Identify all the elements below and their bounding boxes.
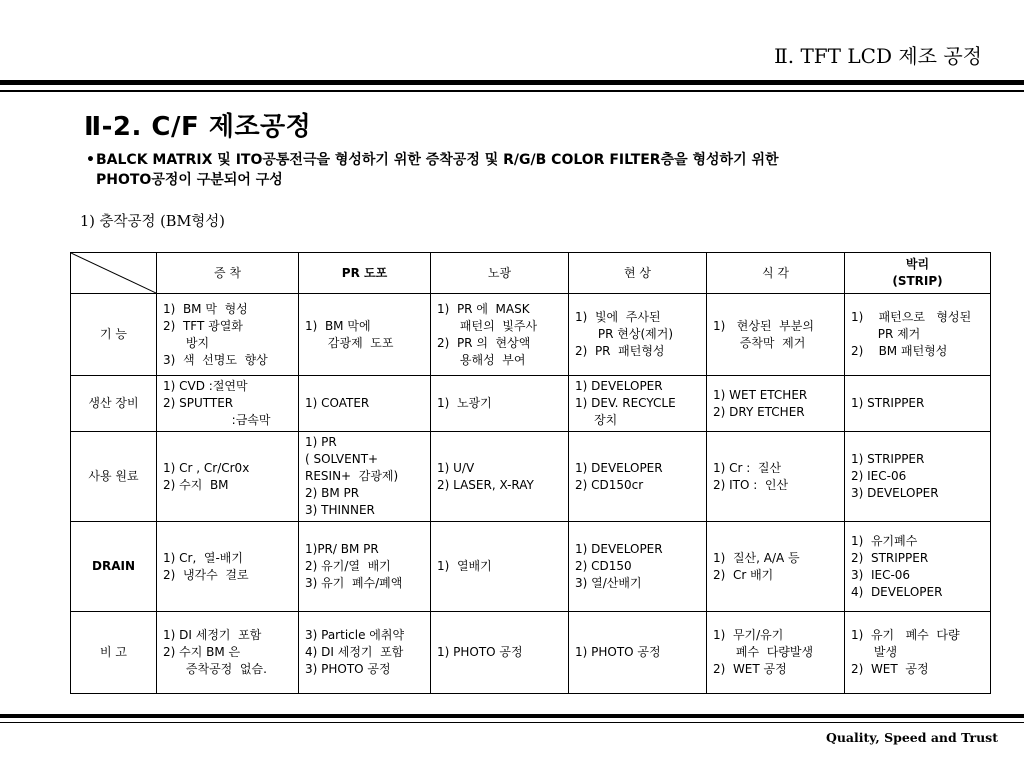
cell-line: 용해성 부여 — [437, 352, 526, 367]
cell-line: RESIN+ 감광제) — [305, 469, 399, 483]
cell-line: 2) 냉각수 걸로 — [163, 567, 249, 582]
cell-line: 2) BM 패턴형성 — [851, 344, 948, 358]
footer-tagline: Quality, Speed and Trust — [825, 730, 998, 745]
table-cell — [569, 376, 707, 432]
slide-header-title: Ⅱ. TFT LCD 제조 공정 — [774, 44, 982, 68]
cell-line: 1) PR — [305, 435, 337, 449]
bullet-symbol: • — [86, 152, 95, 168]
cell-line: 감광제 도포 — [305, 335, 394, 350]
cell-line: 1) CVD :절연막 — [163, 379, 248, 393]
cell-line: 1) 유기폐수 — [851, 533, 918, 548]
process-table — [70, 252, 991, 694]
table-header-row — [71, 253, 991, 294]
table-cell — [431, 376, 569, 432]
cell-line: 2) PR 의 현상액 — [437, 335, 531, 350]
header-strip-line: (STRIP) — [892, 274, 943, 288]
cell-line: 1) BM 막 형성 — [163, 301, 248, 316]
cell-line: 2) 유기/열 배기 — [305, 559, 391, 573]
cell-line: 2) WET 공정 — [851, 662, 929, 676]
cell-line: 2) CD150 — [575, 559, 632, 573]
cell-line: 1) COATER — [305, 396, 370, 410]
footer-rule-thick — [0, 714, 1024, 718]
table-row — [71, 376, 991, 432]
table-cell — [845, 376, 991, 432]
cell-line: 1) WET ETCHER — [713, 387, 808, 402]
header-rule-thin — [0, 90, 1024, 92]
table-cell — [569, 432, 707, 522]
footer-rule-thin — [0, 722, 1024, 723]
cell-line: 1) DEVELOPER — [575, 379, 663, 393]
cell-line: 발생 — [851, 645, 898, 659]
table-cell — [707, 376, 845, 432]
cell-line: 2) SPUTTER — [163, 396, 234, 410]
cell-line: 3) 색 선명도 향상 — [163, 352, 268, 367]
table-cell — [707, 294, 845, 376]
cell-line: 1) PHOTO 공정 — [575, 645, 661, 659]
cell-line: 2) IEC-06 — [851, 469, 907, 483]
table-cell — [845, 612, 991, 694]
table-row — [71, 522, 991, 612]
cell-line: 2) PR 패턴형성 — [575, 344, 665, 358]
cell-line: 1) U/V — [437, 460, 475, 475]
table-corner-cell — [71, 253, 157, 294]
cell-line: 3) Particle 에취약 — [305, 628, 405, 642]
header-etch: 식 각 — [707, 253, 845, 294]
cell-line: 폐수 다량발생 — [713, 645, 814, 659]
bullet-line-1: BALCK MATRIX 및 ITO공통전극을 형성하기 위한 증착공정 및 R/G/B COLOR FILTER층을 형성하기 위한 — [96, 152, 779, 168]
cell-line: 1) 질산, A/A 등 — [713, 550, 800, 565]
table-row — [71, 432, 991, 522]
cell-line: 2) BM PR — [305, 486, 360, 500]
cell-line: 2) LASER, X-RAY — [437, 477, 534, 492]
cell-line: 1) 노광기 — [437, 396, 492, 410]
cell-line: 패턴의 빛주사 — [437, 318, 538, 333]
header-pr-coating: PR 도포 — [299, 253, 431, 294]
table-cell — [299, 612, 431, 694]
table-cell — [299, 376, 431, 432]
header-strip — [845, 253, 991, 294]
cell-line: 2) TFT 광열화 — [163, 318, 243, 333]
cell-line: 증착공정 없슴. — [163, 662, 267, 676]
table-cell — [157, 376, 299, 432]
table-cell — [431, 522, 569, 612]
cell-line: 2) 수지 BM — [163, 477, 229, 492]
table-cell — [707, 432, 845, 522]
table-row — [71, 612, 991, 694]
cell-line: 3) PHOTO 공정 — [305, 662, 391, 676]
cell-line: ( SOLVENT+ — [305, 452, 379, 466]
cell-line: 1) 빛에 주사된 — [575, 310, 661, 324]
cell-line: 3) IEC-06 — [851, 567, 911, 582]
cell-line: 1) PHOTO 공정 — [437, 645, 523, 659]
cell-line: 1) Cr : 질산 — [713, 460, 782, 475]
diagonal-line-icon — [71, 253, 156, 293]
table-cell — [707, 612, 845, 694]
table-cell — [157, 522, 299, 612]
cell-line: 1) 패턴으로 형성된 — [851, 310, 972, 324]
cell-line: 1) DEV. RECYCLE — [575, 396, 676, 410]
cell-line: 1) Cr, 열-배기 — [163, 550, 243, 565]
cell-line: 3) DEVELOPER — [851, 486, 939, 500]
cell-line: 2) CD150cr — [575, 477, 644, 492]
cell-line: 증착막 제거 — [713, 335, 806, 350]
table-cell — [569, 612, 707, 694]
cell-line: 2) WET 공정 — [713, 662, 787, 676]
cell-line: 4) DI 세정기 포함 — [305, 645, 404, 659]
table-row — [71, 294, 991, 376]
cell-line: 1) DEVELOPER — [575, 460, 663, 475]
cell-line: 1) 열배기 — [437, 559, 492, 573]
cell-line: 1) 현상된 부분의 — [713, 318, 814, 333]
table-cell — [157, 612, 299, 694]
header-rule-thick — [0, 80, 1024, 85]
table-cell — [845, 432, 991, 522]
cell-line: 2) Cr 배기 — [713, 567, 774, 582]
bullet-line-2: PHOTO공정이 구분되어 구성 — [96, 172, 283, 188]
table-cell — [569, 294, 707, 376]
cell-line: 2) ITO : 인산 — [713, 477, 789, 492]
table-cell — [299, 432, 431, 522]
section-title: Ⅱ-2. C/F 제조공정 — [84, 112, 312, 142]
row-label: 비 고 — [71, 612, 157, 694]
table-cell — [299, 522, 431, 612]
cell-line: :금속막 — [163, 413, 271, 427]
row-label: 기 능 — [71, 294, 157, 376]
cell-line: 4) DEVELOPER — [851, 584, 943, 599]
table-cell — [845, 522, 991, 612]
cell-line: 방지 — [163, 335, 210, 350]
cell-line: 장치 — [575, 413, 618, 427]
table-cell — [431, 432, 569, 522]
table-cell — [431, 612, 569, 694]
cell-line: 1) DI 세정기 포함 — [163, 628, 262, 642]
table-cell — [157, 432, 299, 522]
row-label: 생산 장비 — [71, 376, 157, 432]
cell-line: 1) Cr , Cr/Cr0x — [163, 460, 250, 475]
cell-line: 1) 무기/유기 — [713, 628, 784, 642]
cell-line: 1)PR/ BM PR — [305, 542, 379, 556]
table-cell — [299, 294, 431, 376]
header-deposition: 증 착 — [157, 253, 299, 294]
table-cell — [569, 522, 707, 612]
cell-line: 1) 유기 폐수 다량 — [851, 628, 960, 642]
table-cell — [707, 522, 845, 612]
table-cell — [157, 294, 299, 376]
cell-line: 3) 열/산배기 — [575, 576, 642, 590]
table-cell — [431, 294, 569, 376]
cell-line: 1) PR 에 MASK — [437, 301, 530, 316]
row-label: DRAIN — [71, 522, 157, 612]
cell-line: 3) THINNER — [305, 503, 375, 517]
header-develop: 현 상 — [569, 253, 707, 294]
cell-line: 3) 유기 폐수/폐액 — [305, 576, 403, 590]
cell-line: PR 현상(제거) — [575, 327, 674, 341]
header-exposure: 노광 — [431, 253, 569, 294]
cell-line: 2) 수지 BM 은 — [163, 645, 241, 659]
header-strip-line: 박리 — [905, 257, 930, 271]
cell-line: 2) DRY ETCHER — [713, 404, 805, 419]
row-label: 사용 원료 — [71, 432, 157, 522]
cell-line: PR 제거 — [851, 327, 921, 341]
cell-line: 1) STRIPPER — [851, 452, 925, 466]
subheading: 1) 충작공정 (BM형성) — [80, 214, 225, 230]
cell-line: 1) DEVELOPER — [575, 542, 663, 556]
table-cell — [845, 294, 991, 376]
cell-line: 1) BM 막에 — [305, 318, 371, 333]
cell-line: 2) STRIPPER — [851, 550, 929, 565]
cell-line: 1) STRIPPER — [851, 396, 925, 410]
